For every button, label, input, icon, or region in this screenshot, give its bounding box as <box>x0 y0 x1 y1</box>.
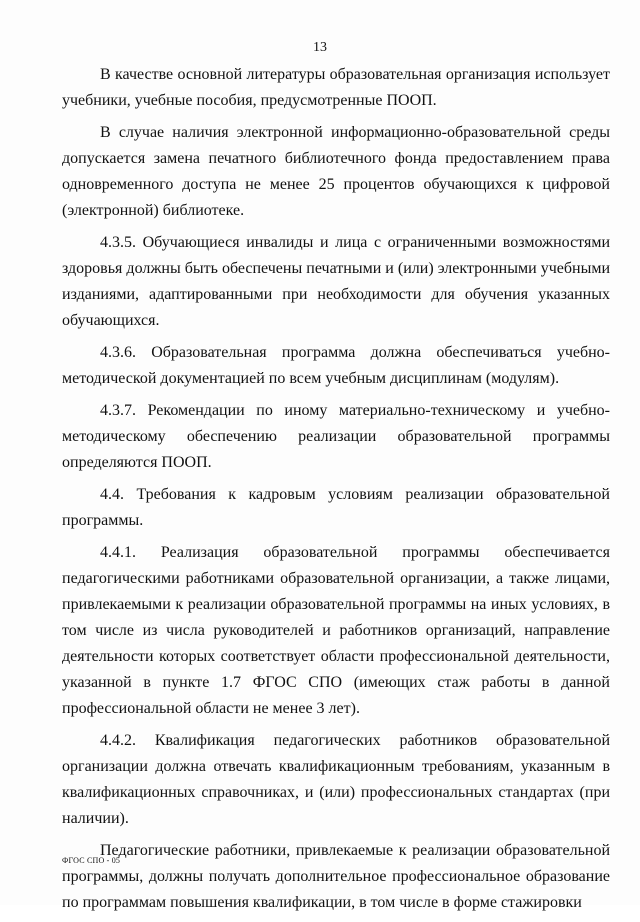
paragraph-electronic-environment: В случае наличия электронной информационно-образовательной среды допускается замена печатного библиотечного фонда предоставлением права одновременного доступа не менее 25 процентов обучающихся к цифровой (электронной) библиотеке. <box>62 124 610 219</box>
document-body <box>62 62 610 922</box>
paragraph-4-4-2: 4.4.2. Квалификация педагогических работников образовательной организации должна отвечать квалификационным требованиям, указанным в квалификационных справочниках, и (или) профессиональных стандартах (при наличии). <box>62 732 610 827</box>
paragraph-4-3-6: 4.3.6. Образовательная программа должна обеспечиваться учебно-методической документацией по всем учебным дисциплинам (модулям). <box>62 344 610 387</box>
paragraph-main-literature: В качестве основной литературы образовательная организация использует учебники, учебные пособия, предусмотренные ПООП. <box>62 66 610 109</box>
page-number: 13 <box>313 40 327 55</box>
paragraph-pedagogical-workers: Педагогические работники, привлекаемые к реализации образовательной программы, должны получать дополнительное профессиональное образование по программам повышения квалификации, в том числе в форме стажировки <box>62 842 610 911</box>
paragraph-4-3-5: 4.3.5. Обучающиеся инвалиды и лица с ограниченными возможностями здоровья должны быть обеспечены печатными и (или) электронными учебными изданиями, адаптированными при необходимости для обучения указанных обучающихся. <box>62 234 610 329</box>
paragraph-4-4-1: 4.4.1. Реализация образовательной программы обеспечивается педагогическими работниками образовательной организации, а также лицами, привлекаемыми к реализации образовательной программы на иных условиях, в том числе из числа руководителей и работников организаций, направление деятельности которых соответствует области профессиональной деятельности, указанной в пункте 1.7 ФГОС СПО (имеющих стаж работы в данной профессиональной области не менее 3 лет). <box>62 544 610 717</box>
footer-code: ФГОС СПО - 05 <box>62 856 121 865</box>
paragraph-4-4: 4.4. Требования к кадровым условиям реализации образовательной программы. <box>62 486 610 529</box>
paragraph-4-3-7: 4.3.7. Рекомендации по иному материально-техническому и учебно-методическому обеспечению реализации образовательной программы определяются ПООП. <box>62 402 610 471</box>
